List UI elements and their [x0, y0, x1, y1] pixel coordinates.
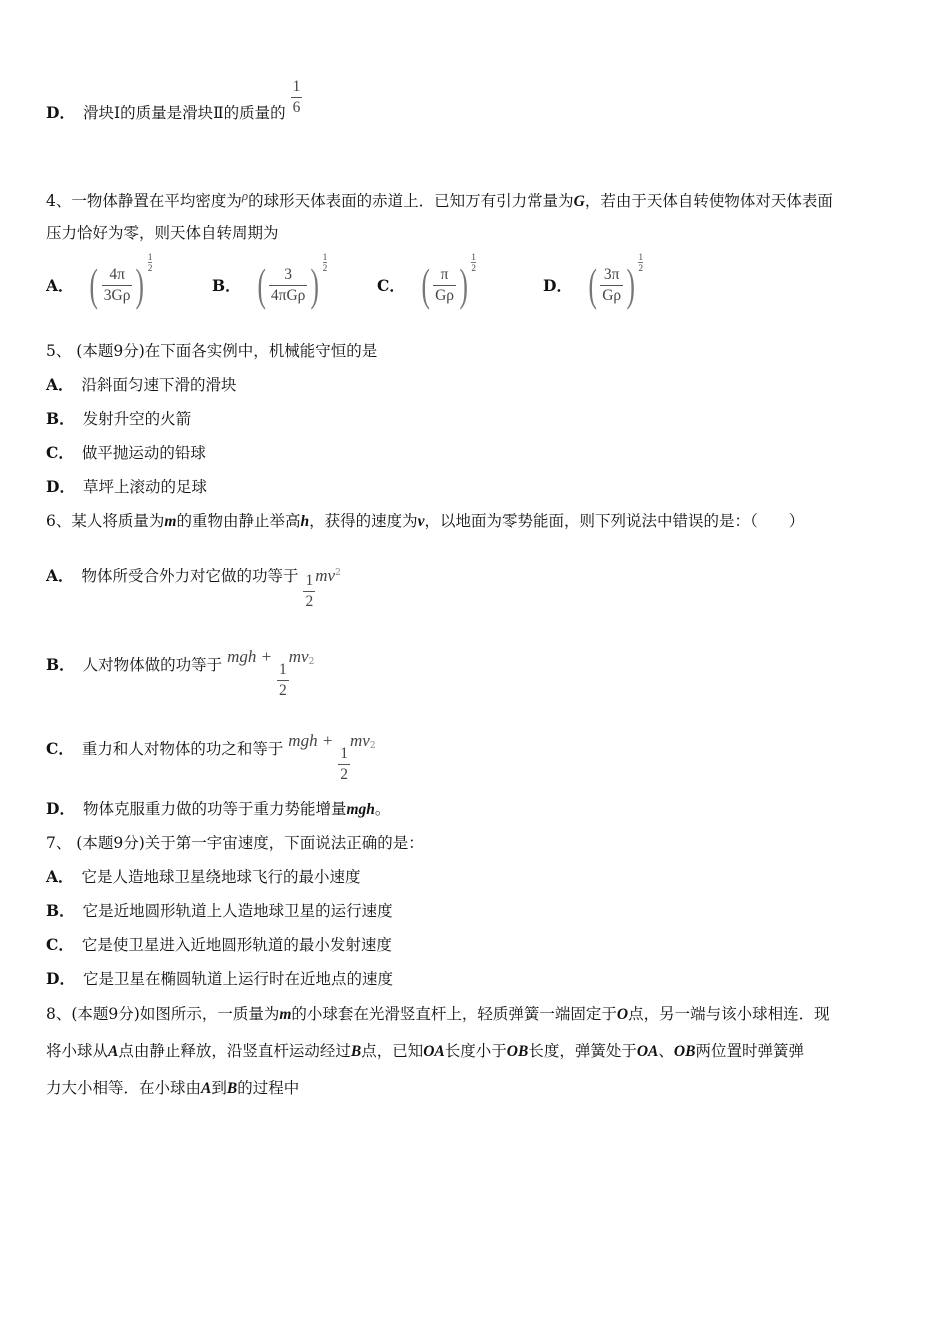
- q7-option-b: B． 它是近地圆形轨道上人造地球卫星的运行速度: [46, 901, 393, 920]
- q6-option-c: C． 重力和人对物体的功之和等于 mgh + $\frac{1}{2}$ $mv^2$: [46, 731, 376, 783]
- q6-stem: 6、某人将质量为m的重物由静止举高h，获得的速度为v，以地面为零势能面，则下列说法中错误的是：（ ）: [46, 512, 805, 530]
- q3-option-d: D． 滑块Ⅰ的质量是滑块Ⅱ的质量的 $\frac{1}{6}$: [46, 77, 301, 122]
- q4-option-b: B． ( $\frac{3}{\text{4πGρ}}$ ) 1 2: [212, 252, 328, 310]
- q4-option-d: D． ( $\frac{3\pi}{G\rho}$ ) 1 2: [543, 252, 643, 310]
- q4-option-c: C． ( $\frac{\pi}{G\rho}$ ) 1 2: [377, 252, 476, 310]
- q7-option-c: C． 它是使卫星进入近地圆形轨道的最小发射速度: [46, 935, 392, 954]
- q5-option-d: D． 草坪上滚动的足球: [46, 477, 207, 496]
- fraction-one-sixth: $\frac{1}{6}$: [292, 77, 301, 116]
- q4-stem-line2: 压力恰好为零，则天体自转周期为: [46, 224, 279, 242]
- q6-option-d: D． 物体克服重力做的功等于重力势能增量mgh。: [46, 799, 391, 818]
- q5-option-b: B． 发射升空的火箭: [46, 409, 192, 428]
- q7-option-d: D． 它是卫星在椭圆轨道上运行时在近地点的速度: [46, 969, 393, 988]
- q6-option-b: B． 人对物体做的功等于 mgh + $\frac{1}{2}$ $mv^2$: [46, 647, 315, 699]
- q4-stem-line1: 4、一物体静置在平均密度为$^\rho$的球形天体表面的赤道上．已知万有引力常量为G，若由于天体自转使物体对天体表面: [46, 188, 833, 211]
- q8-line3: 力大小相等．在小球由A到B的过程中: [46, 1079, 300, 1097]
- q7-stem: 7、 (本题9分)关于第一宇宙速度，下面说法正确的是：: [46, 834, 424, 852]
- q5-stem: 5、 (本题9分)在下面各实例中，机械能守恒的是: [46, 342, 378, 360]
- q5-option-c: C． 做平抛运动的铅球: [46, 443, 206, 462]
- q8-line1: 8、(本题9分)如图所示，一质量为m的小球套在光滑竖直杆上，轻质弹簧一端固定于O点，另一端与该小球相连．现: [46, 1005, 830, 1023]
- q4-option-a: A． ( $\frac{4\pi}{3G\rho}$ ) 1 2: [46, 252, 153, 310]
- q8-line2: 将小球从A点由静止释放，沿竖直杆运动经过B点，已知OA长度小于OB长度，弹簧处于OA、OB两位置时弹簧弹: [46, 1042, 804, 1060]
- q6-option-a: A． 物体所受合外力对它做的功等于 $\frac{1}{2}$ $mv^2$: [46, 566, 341, 611]
- q5-option-a: A． 沿斜面匀速下滑的滑块: [46, 375, 237, 394]
- q7-option-a: A． 它是人造地球卫星绕地球飞行的最小速度: [46, 867, 361, 886]
